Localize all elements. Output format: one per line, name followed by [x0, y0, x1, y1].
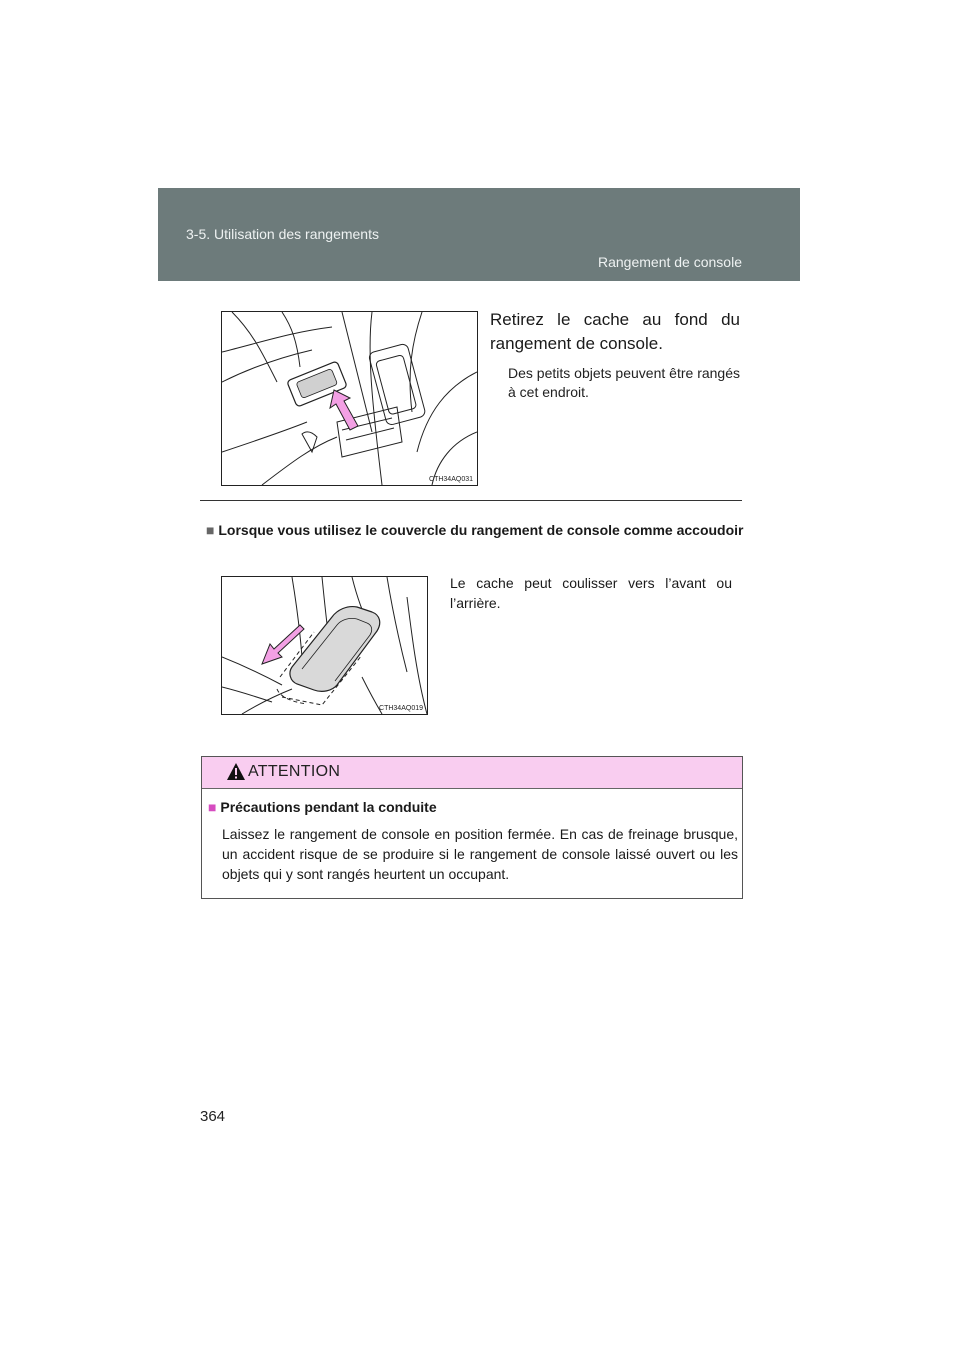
figure-armrest-slide [221, 576, 428, 715]
armrest-illustration [222, 577, 427, 714]
figure-code: CTH34AQ031 [429, 476, 473, 483]
step-instruction: Retirez le cache au fond du rangement de console. [490, 310, 740, 353]
bullet-icon: ■ [206, 522, 215, 538]
divider [200, 500, 742, 501]
subsection-heading-text: Lorsque vous utilisez le couvercle du rangement de console comme accoudoir [218, 522, 744, 538]
figure-code: CTH34AQ019 [379, 705, 423, 712]
attention-heading [208, 799, 437, 815]
figure-remove-cover [221, 311, 478, 486]
subsection-note: Le cache peut coulisser vers l’avant ou l’arrière. [450, 575, 732, 611]
attention-box [201, 756, 743, 899]
attention-label: ATTENTION [248, 763, 341, 780]
attention-heading-text: Précautions pendant la conduite [220, 799, 437, 815]
step-note: Des petits objets peuvent être rangés à cet endroit. [508, 365, 740, 400]
page-header [158, 188, 800, 281]
attention-body: Laissez le rangement de console en position fermée. En cas de freinage brusque, un accident risque de se produire si le rangement de console laissé ouvert ou les objets qui y sont rangés heurtent un occupant. [222, 826, 738, 882]
warning-icon [226, 762, 246, 781]
bullet-icon: ■ [208, 799, 217, 815]
attention-header [202, 757, 742, 789]
page-subtitle: Rangement de console [598, 254, 742, 270]
section-title: 3-5. Utilisation des rangements [186, 226, 379, 242]
page-number: 364 [200, 1108, 226, 1125]
console-illustration [222, 312, 477, 485]
subsection-heading [206, 520, 754, 540]
